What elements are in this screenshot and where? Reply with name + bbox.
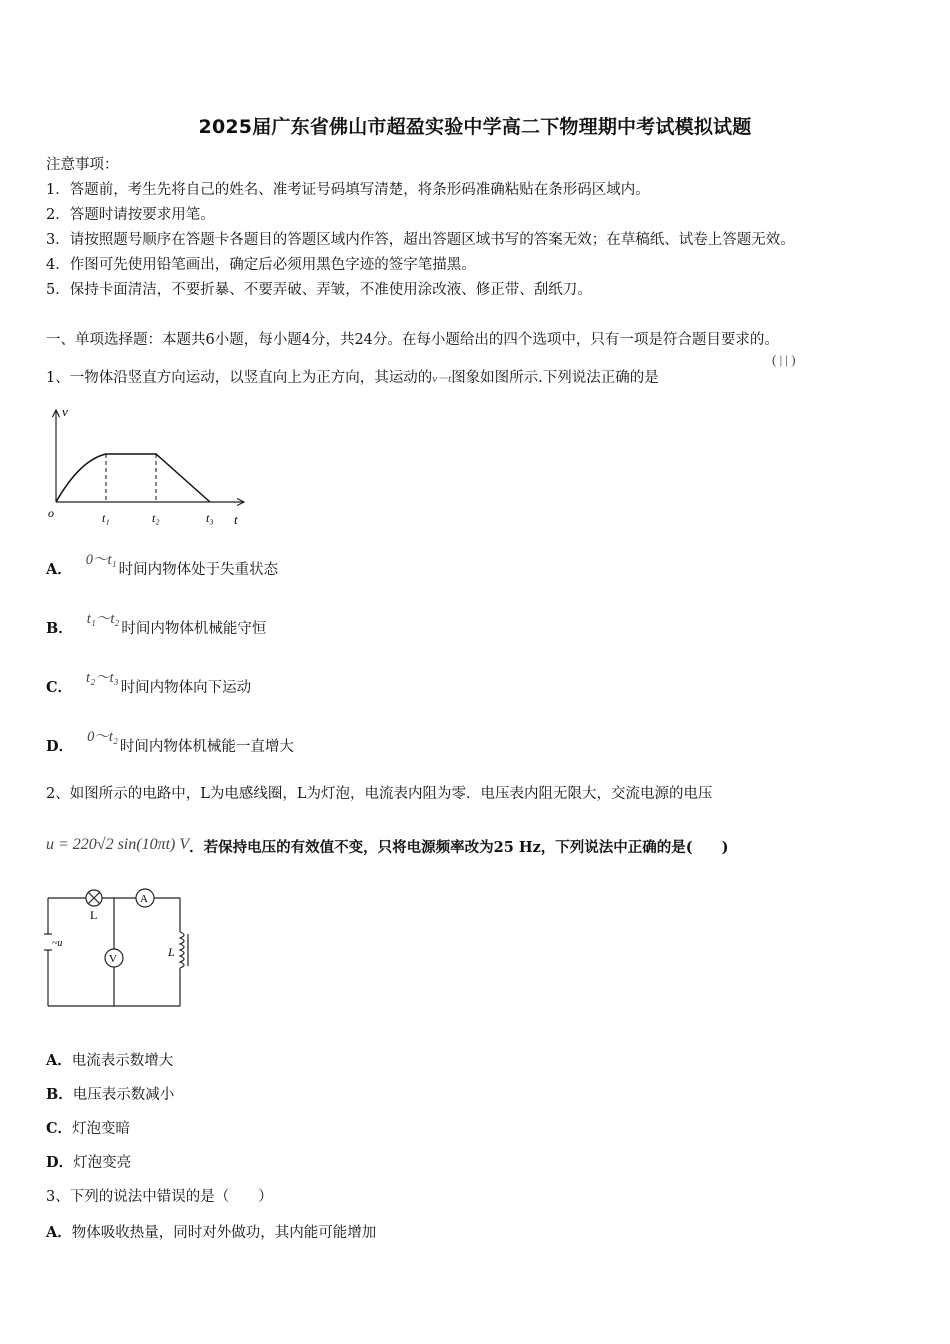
source-symbol: [44, 934, 52, 950]
option-math: t₂～t₃: [86, 670, 119, 686]
notice-item: 2．答题时请按要求用笔。: [46, 207, 215, 223]
voltmeter-label: V: [109, 953, 117, 965]
q1-option-a: [46, 552, 279, 579]
vt-graph: [40, 402, 260, 532]
source-label: ~u: [52, 938, 63, 949]
vt-curve: [56, 454, 210, 502]
option-label: A．: [46, 1052, 72, 1069]
notice-item: 5．保持卡面清洁，不要折暴、不要弄破、弄皱，不准使用涂改液、修正带、刮纸刀。: [46, 282, 592, 298]
ammeter-label: A: [140, 893, 148, 905]
q2-stem-2: [46, 836, 729, 857]
section-heading: 一、单项选择题：本题共6小题，每小题4分，共24分。在每小题给出的四个选项中，只有一项是符合题目要求的。: [46, 332, 779, 348]
notice-heading: 注意事项：: [46, 157, 119, 173]
t-label: t: [234, 512, 238, 527]
option-math: t₁～t₂: [86, 611, 120, 627]
v-label: v: [62, 404, 68, 419]
q1-stem-text: 1、一物体沿竖直方向运动，以竖直向上为正方向，其运动的: [46, 370, 433, 386]
t2-label: t₂: [152, 511, 160, 525]
option-text: 时间内物体机械能一直增大: [119, 739, 294, 755]
q1-stem-math: v－t: [432, 373, 452, 385]
notice-item: 4．作图可先使用铅笔画出，确定后必须用黑色字迹的签字笔描黑。: [46, 257, 476, 273]
origin-label: o: [48, 506, 54, 520]
q2-option-c: [46, 1117, 130, 1138]
page-title: 2025届广东省佛山市超盈实验中学高二下物理期中考试模拟试题: [198, 116, 752, 138]
option-text: 灯泡变亮: [73, 1155, 132, 1171]
option-text: 时间内物体向下运动: [120, 680, 252, 696]
option-text: 灯泡变暗: [72, 1121, 131, 1137]
q1-stem: [46, 366, 659, 387]
option-math: 0～t₁: [85, 552, 117, 568]
option-label: A．: [46, 561, 72, 578]
notice-item: 1．答题前，考生先将自己的姓名、准考证号码填写清楚，将条形码准确粘贴在条形码区域内。: [46, 182, 650, 198]
inductor-label: L: [168, 945, 175, 959]
q2-stem-text: ．若保持电压的有效值不变，只将电源频率改为25 Hz，下列说法中正确的是( ): [189, 839, 729, 856]
option-label: D．: [46, 738, 74, 755]
option-text: 物体吸收热量，同时对外做功，其内能可能增加: [71, 1225, 377, 1241]
q1-stem-text: 图象如图所示.下列说法正确的是: [451, 370, 659, 386]
option-label: D．: [46, 1154, 74, 1171]
q2-option-a: [46, 1049, 173, 1070]
circuit-diagram: [40, 882, 200, 1012]
t3-label: t₃: [206, 511, 214, 525]
option-text: 电流表示数增大: [71, 1053, 174, 1069]
q2-option-d: [46, 1151, 131, 1172]
lamp-label: L: [90, 908, 98, 922]
inductor-symbol: [180, 932, 188, 968]
q2-formula: u = 220√2 sin(10πt) V: [46, 836, 190, 853]
q1-option-d: [46, 729, 294, 756]
q3-stem: 3、下列的说法中错误的是（ ）: [46, 1189, 273, 1205]
q3-option-a: [46, 1221, 376, 1242]
t1-label: t₁: [102, 511, 110, 525]
lamp-symbol: [86, 890, 102, 906]
q2-stem-1: 2、如图所示的电路中，L为电感线圈，L为灯泡，电流表内阻为零．电压表内阻无限大，交流电源的电压: [46, 786, 713, 802]
option-text: 时间内物体处于失重状态: [118, 562, 279, 578]
option-math: 0～t₂: [87, 729, 118, 745]
q1-answer-paren: ( | | ): [772, 352, 796, 367]
option-text: 时间内物体机械能守恒: [121, 621, 267, 637]
q1-option-c: [46, 670, 252, 697]
notice-item: 3．请按照题号顺序在答题卡各题目的答题区域内作答，超出答题区域书写的答案无效；在草稿纸、试卷上答题无效。: [46, 232, 795, 248]
q2-option-b: [46, 1083, 174, 1104]
option-text: 电压表示数减小: [72, 1087, 175, 1103]
option-label: B．: [46, 620, 73, 637]
option-label: A．: [46, 1224, 72, 1241]
q1-option-b: [46, 611, 267, 638]
option-label: C．: [46, 679, 73, 696]
option-label: B．: [46, 1086, 73, 1103]
option-label: C．: [46, 1120, 73, 1137]
